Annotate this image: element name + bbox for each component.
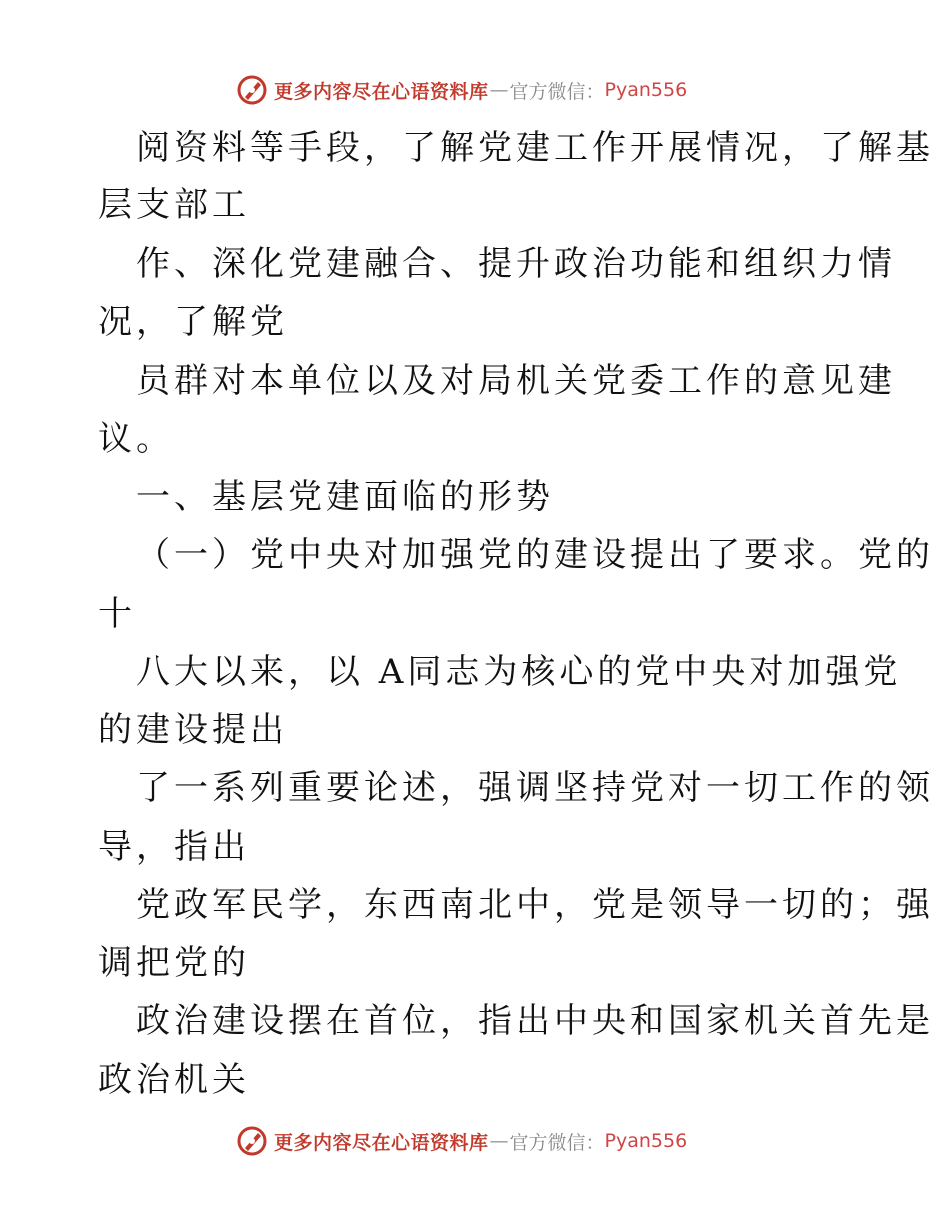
section-heading: 一、基层党建面临的形势: [136, 477, 554, 517]
text-line: 十: [98, 594, 136, 634]
footer-watermark: [236, 1124, 687, 1158]
text-line: 八大以来，以 A同志为核心的党中央对加强党: [136, 652, 902, 692]
text-line: 政治建设摆在首位，指出中央和国家机关首先是: [136, 1001, 934, 1041]
subsection-heading: （一）党中央对加强党的建设提出了要求。党的: [136, 535, 934, 575]
watermark-sub-text: 官方微信：: [509, 80, 605, 103]
text-line: 员群对本单位以及对局机关党委工作的意见建: [136, 361, 896, 401]
text-line: 了一系列重要论述，强调坚持党对一切工作的领: [136, 768, 934, 808]
watermark-main-text: 更多内容尽在心语资料库: [274, 80, 489, 103]
text-line: 党政军民学，东西南北中，党是领导一切的；强: [136, 885, 934, 925]
text-line: 政治机关: [98, 1060, 250, 1100]
text-line: 况，了解党: [98, 302, 288, 342]
text-line: 调把党的: [98, 943, 250, 983]
text-line: 阅资料等手段，了解党建工作开展情况，了解基: [136, 128, 934, 168]
watermark-handle: Pyan556: [604, 79, 688, 101]
watermark-dash: —: [489, 1130, 509, 1152]
watermark-dash: —: [489, 79, 509, 101]
watermark-handle: Pyan556: [604, 1130, 688, 1152]
text-line: 议。: [98, 419, 174, 459]
text-line: 层支部工: [98, 185, 250, 225]
pen-logo-icon: [236, 1125, 268, 1157]
text-line: 导，指出: [98, 827, 250, 867]
watermark-sub-text: 官方微信：: [509, 1131, 605, 1154]
watermark-main-text: 更多内容尽在心语资料库: [274, 1131, 489, 1154]
text-line: 作、深化党建融合、提升政治功能和组织力情: [136, 244, 896, 284]
text-line: 的建设提出: [98, 710, 288, 750]
